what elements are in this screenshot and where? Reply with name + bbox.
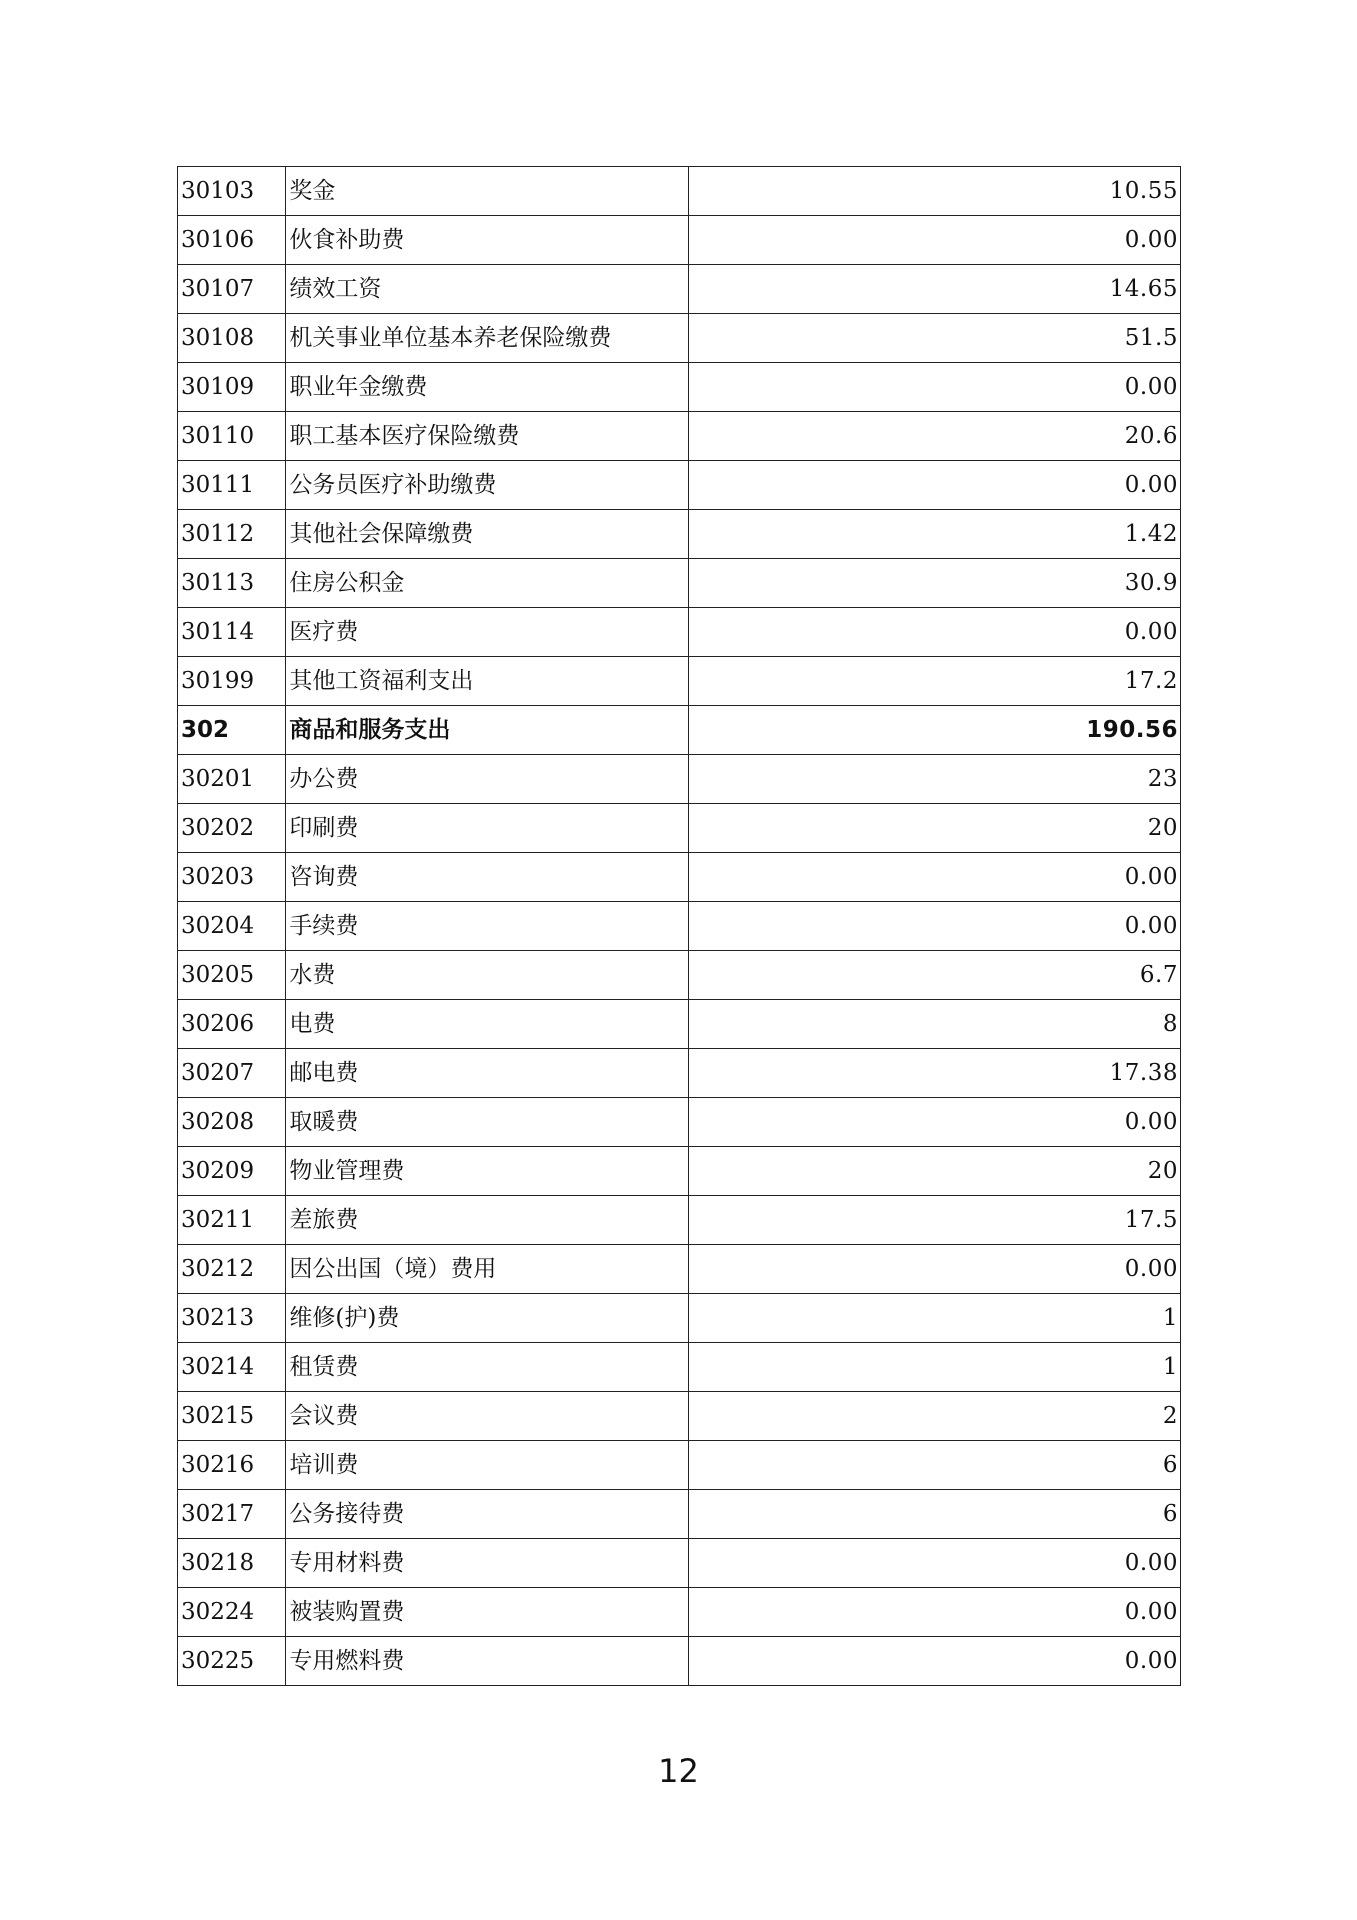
row-code-cell: 30112 xyxy=(178,510,286,559)
row-code-cell: 302 xyxy=(178,706,286,755)
row-amount-cell: 23 xyxy=(688,755,1180,804)
row-amount-cell: 17.38 xyxy=(688,1049,1180,1098)
row-code-cell: 30208 xyxy=(178,1098,286,1147)
table-row xyxy=(178,804,1181,853)
table-row xyxy=(178,559,1181,608)
table-row xyxy=(178,1539,1181,1588)
row-amount-cell: 20.6 xyxy=(688,412,1180,461)
row-name-cell: 伙食补助费 xyxy=(286,216,688,265)
row-code-cell: 30204 xyxy=(178,902,286,951)
table-row xyxy=(178,1049,1181,1098)
row-amount-cell: 0.00 xyxy=(688,363,1180,412)
row-code-cell: 30211 xyxy=(178,1196,286,1245)
table-row xyxy=(178,1343,1181,1392)
row-amount-cell: 1 xyxy=(688,1294,1180,1343)
row-code-cell: 30103 xyxy=(178,167,286,216)
row-code-cell: 30215 xyxy=(178,1392,286,1441)
row-code-cell: 30113 xyxy=(178,559,286,608)
table-row xyxy=(178,461,1181,510)
row-name-cell: 职业年金缴费 xyxy=(286,363,688,412)
row-amount-cell: 17.2 xyxy=(688,657,1180,706)
row-amount-cell: 14.65 xyxy=(688,265,1180,314)
row-amount-cell: 20 xyxy=(688,1147,1180,1196)
row-code-cell: 30114 xyxy=(178,608,286,657)
row-name-cell: 商品和服务支出 xyxy=(286,706,688,755)
row-code-cell: 30209 xyxy=(178,1147,286,1196)
page-number: 12 xyxy=(658,1752,699,1790)
row-code-cell: 30107 xyxy=(178,265,286,314)
row-name-cell: 公务员医疗补助缴费 xyxy=(286,461,688,510)
row-name-cell: 办公费 xyxy=(286,755,688,804)
row-name-cell: 维修(护)费 xyxy=(286,1294,688,1343)
table-row xyxy=(178,853,1181,902)
row-code-cell: 30106 xyxy=(178,216,286,265)
table-row xyxy=(178,608,1181,657)
row-name-cell: 专用材料费 xyxy=(286,1539,688,1588)
row-name-cell: 住房公积金 xyxy=(286,559,688,608)
row-code-cell: 30212 xyxy=(178,1245,286,1294)
row-code-cell: 30201 xyxy=(178,755,286,804)
row-code-cell: 30213 xyxy=(178,1294,286,1343)
row-code-cell: 30202 xyxy=(178,804,286,853)
row-code-cell: 30111 xyxy=(178,461,286,510)
row-code-cell: 30108 xyxy=(178,314,286,363)
table-row xyxy=(178,1245,1181,1294)
table-row xyxy=(178,902,1181,951)
row-name-cell: 医疗费 xyxy=(286,608,688,657)
row-name-cell: 绩效工资 xyxy=(286,265,688,314)
row-amount-cell: 0.00 xyxy=(688,853,1180,902)
row-name-cell: 职工基本医疗保险缴费 xyxy=(286,412,688,461)
row-amount-cell: 0.00 xyxy=(688,461,1180,510)
row-amount-cell: 0.00 xyxy=(688,1637,1180,1686)
row-amount-cell: 1 xyxy=(688,1343,1180,1392)
row-name-cell: 公务接待费 xyxy=(286,1490,688,1539)
row-code-cell: 30214 xyxy=(178,1343,286,1392)
row-code-cell: 30206 xyxy=(178,1000,286,1049)
row-amount-cell: 6.7 xyxy=(688,951,1180,1000)
table-row xyxy=(178,1098,1181,1147)
table-row xyxy=(178,1441,1181,1490)
row-amount-cell: 30.9 xyxy=(688,559,1180,608)
table-row xyxy=(178,1588,1181,1637)
row-name-cell: 邮电费 xyxy=(286,1049,688,1098)
row-name-cell: 电费 xyxy=(286,1000,688,1049)
table-row-subtotal xyxy=(178,706,1181,755)
row-name-cell: 租赁费 xyxy=(286,1343,688,1392)
row-code-cell: 30217 xyxy=(178,1490,286,1539)
row-name-cell: 取暖费 xyxy=(286,1098,688,1147)
table-row xyxy=(178,412,1181,461)
budget-expenditure-table xyxy=(177,166,1181,1686)
row-name-cell: 因公出国（境）费用 xyxy=(286,1245,688,1294)
table-row xyxy=(178,216,1181,265)
row-code-cell: 30203 xyxy=(178,853,286,902)
row-code-cell: 30110 xyxy=(178,412,286,461)
row-name-cell: 咨询费 xyxy=(286,853,688,902)
table-row xyxy=(178,1000,1181,1049)
table-row xyxy=(178,510,1181,559)
row-name-cell: 机关事业单位基本养老保险缴费 xyxy=(286,314,688,363)
row-amount-cell: 6 xyxy=(688,1490,1180,1539)
table-row xyxy=(178,265,1181,314)
table-row xyxy=(178,1147,1181,1196)
table-row xyxy=(178,1196,1181,1245)
table-row xyxy=(178,951,1181,1000)
table-row xyxy=(178,167,1181,216)
row-name-cell: 专用燃料费 xyxy=(286,1637,688,1686)
row-name-cell: 培训费 xyxy=(286,1441,688,1490)
row-code-cell: 30199 xyxy=(178,657,286,706)
row-code-cell: 30207 xyxy=(178,1049,286,1098)
table-row xyxy=(178,755,1181,804)
row-name-cell: 会议费 xyxy=(286,1392,688,1441)
table-row xyxy=(178,1490,1181,1539)
table-row xyxy=(178,1294,1181,1343)
row-amount-cell: 0.00 xyxy=(688,1588,1180,1637)
row-name-cell: 被装购置费 xyxy=(286,1588,688,1637)
row-amount-cell: 190.56 xyxy=(688,706,1180,755)
table-row xyxy=(178,1392,1181,1441)
row-name-cell: 印刷费 xyxy=(286,804,688,853)
row-amount-cell: 10.55 xyxy=(688,167,1180,216)
row-code-cell: 30224 xyxy=(178,1588,286,1637)
table-body xyxy=(178,167,1181,1686)
row-amount-cell: 0.00 xyxy=(688,1539,1180,1588)
row-amount-cell: 0.00 xyxy=(688,216,1180,265)
row-amount-cell: 1.42 xyxy=(688,510,1180,559)
table-row xyxy=(178,314,1181,363)
row-amount-cell: 0.00 xyxy=(688,902,1180,951)
row-name-cell: 水费 xyxy=(286,951,688,1000)
row-name-cell: 其他社会保障缴费 xyxy=(286,510,688,559)
row-name-cell: 手续费 xyxy=(286,902,688,951)
row-amount-cell: 20 xyxy=(688,804,1180,853)
row-amount-cell: 51.5 xyxy=(688,314,1180,363)
row-code-cell: 30216 xyxy=(178,1441,286,1490)
row-amount-cell: 6 xyxy=(688,1441,1180,1490)
row-amount-cell: 0.00 xyxy=(688,1098,1180,1147)
row-amount-cell: 0.00 xyxy=(688,608,1180,657)
row-name-cell: 差旅费 xyxy=(286,1196,688,1245)
row-code-cell: 30218 xyxy=(178,1539,286,1588)
table-row xyxy=(178,657,1181,706)
row-name-cell: 其他工资福利支出 xyxy=(286,657,688,706)
table-row xyxy=(178,1637,1181,1686)
row-code-cell: 30109 xyxy=(178,363,286,412)
row-name-cell: 奖金 xyxy=(286,167,688,216)
row-amount-cell: 17.5 xyxy=(688,1196,1180,1245)
row-code-cell: 30205 xyxy=(178,951,286,1000)
row-amount-cell: 0.00 xyxy=(688,1245,1180,1294)
row-amount-cell: 2 xyxy=(688,1392,1180,1441)
row-code-cell: 30225 xyxy=(178,1637,286,1686)
row-amount-cell: 8 xyxy=(688,1000,1180,1049)
table-row xyxy=(178,363,1181,412)
row-name-cell: 物业管理费 xyxy=(286,1147,688,1196)
